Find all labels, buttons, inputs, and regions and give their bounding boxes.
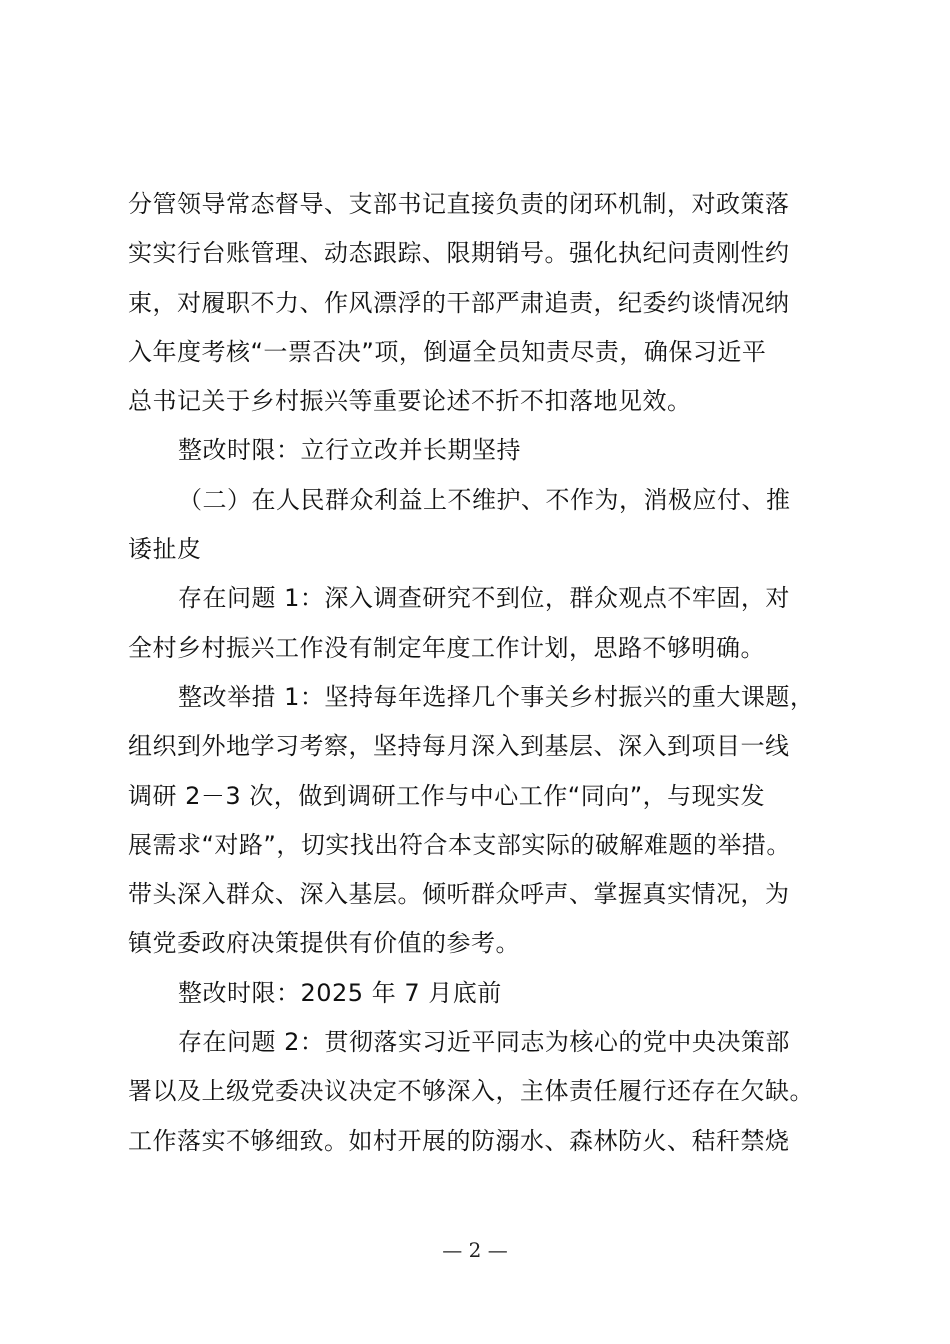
- section-heading-continued: 诿扯皮: [128, 535, 202, 564]
- page-number: — 2 —: [442, 1238, 508, 1262]
- paragraph-line: 展需求“对路”，切实找出符合本支部实际的破解难题的举措。: [128, 830, 791, 859]
- paragraph-line: 署以及上级党委决议决定不够深入，主体责任履行还存在欠缺。: [128, 1077, 814, 1106]
- measure-line: 整改举措 1：坚持每年选择几个事关乡村振兴的重大课题，: [178, 682, 815, 711]
- paragraph-line: 总书记关于乡村振兴等重要论述不折不扣落地见效。: [128, 387, 692, 416]
- paragraph-line: 全村乡村振兴工作没有制定年度工作计划，思路不够明确。: [128, 633, 765, 662]
- section-heading: （二）在人民群众利益上不维护、不作为，消极应付、推: [178, 485, 791, 514]
- deadline-line: 整改时限：2025 年 7 月底前: [178, 978, 502, 1007]
- paragraph-line: 束，对履职不力、作风漂浮的干部严肃追责，纪委约谈情况纳: [128, 288, 790, 317]
- paragraph-line: 组织到外地学习考察，坚持每月深入到基层、深入到项目一线: [128, 732, 790, 761]
- paragraph-line: 分管领导常态督导、支部书记直接负责的闭环机制，对政策落: [128, 190, 790, 218]
- problem-line: 存在问题 1：深入调查研究不到位，群众观点不牢固，对: [178, 584, 790, 613]
- paragraph-line: 带头深入群众、深入基层。倾听群众呼声、掌握真实情况，为: [128, 880, 790, 909]
- deadline-line: 整改时限：立行立改并长期坚持: [178, 436, 521, 465]
- paragraph-line: 镇党委政府决策提供有价值的参考。: [128, 929, 520, 958]
- paragraph-line: 实实行台账管理、动态跟踪、限期销号。强化执纪问责刚性约: [128, 239, 790, 268]
- paragraph-line: 工作落实不够细致。如村开展的防溺水、森林防火、秸秆禁烧: [128, 1126, 790, 1155]
- paragraph-line: 入年度考核“一票否决”项，倒逼全员知责尽责，确保习近平: [128, 337, 767, 366]
- problem-line: 存在问题 2：贯彻落实习近平同志为核心的党中央决策部: [178, 1028, 790, 1057]
- body-text: [128, 180, 850, 1166]
- paragraph-line: 调研 2－3 次，做到调研工作与中心工作“同向”，与现实发: [128, 781, 766, 810]
